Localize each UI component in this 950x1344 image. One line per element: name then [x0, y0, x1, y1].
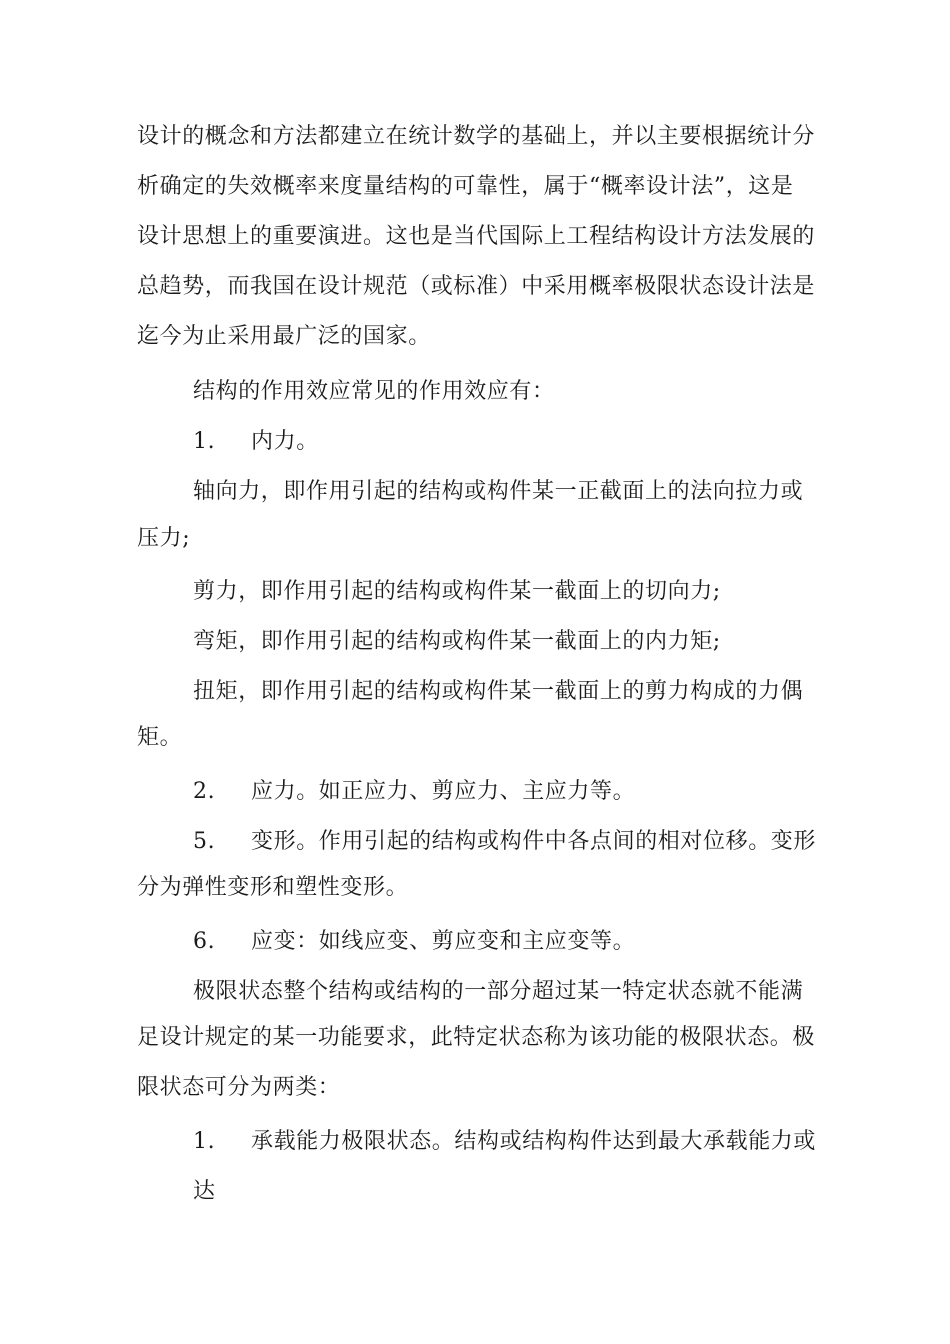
numbered-item	[193, 1127, 816, 1157]
item-text: 内力。	[251, 429, 319, 454]
paragraph-line: 迄今为止采用最广泛的国家。	[137, 324, 431, 349]
paragraph-line: 轴向力，即作用引起的结构或构件某一正截面上的法向拉力或	[193, 479, 804, 504]
paragraph-line: 结构的作用效应常见的作用效应有：	[193, 379, 555, 404]
paragraph-line: 达	[193, 1179, 216, 1204]
item-number: 6.	[193, 929, 216, 954]
numbered-item	[193, 827, 816, 857]
item-number: 1.	[193, 429, 216, 454]
item-text: 变形。作用引起的结构或构件中各点间的相对位移。变形	[251, 829, 817, 854]
item-text: 应力。如正应力、剪应力、主应力等。	[251, 779, 636, 804]
item-text: 承载能力极限状态。结构或结构构件达到最大承载能力或	[251, 1129, 817, 1154]
paragraph-line: 析确定的失效概率来度量结构的可靠性，属于“概率设计法”，这是	[137, 174, 794, 199]
paragraph-line: 弯矩，即作用引起的结构或构件某一截面上的内力矩;	[193, 629, 721, 654]
numbered-item	[193, 777, 635, 807]
paragraph-line: 分为弹性变形和塑性变形。	[137, 875, 409, 900]
paragraph-line: 足设计规定的某一功能要求，此特定状态称为该功能的极限状态。极	[137, 1025, 816, 1050]
paragraph-line: 压力;	[137, 526, 191, 551]
paragraph-line: 矩。	[137, 725, 183, 750]
numbered-item	[193, 427, 319, 457]
item-number: 2.	[193, 779, 216, 804]
item-text: 应变：如线应变、剪应变和主应变等。	[251, 929, 636, 954]
paragraph-line: 设计的概念和方法都建立在统计数学的基础上，并以主要根据统计分	[137, 124, 816, 149]
paragraph-line: 剪力，即作用引起的结构或构件某一截面上的切向力;	[193, 579, 721, 604]
paragraph-line: 限状态可分为两类：	[137, 1075, 341, 1100]
numbered-item	[193, 927, 635, 957]
item-number: 5.	[193, 829, 216, 854]
item-number: 1.	[193, 1129, 216, 1154]
paragraph-line: 设计思想上的重要演进。这也是当代国际上工程结构设计方法发展的	[137, 224, 816, 249]
paragraph-line: 总趋势，而我国在设计规范（或标准）中采用概率极限状态设计法是	[137, 274, 816, 299]
paragraph-line: 极限状态整个结构或结构的一部分超过某一特定状态就不能满	[193, 979, 804, 1004]
paragraph-line: 扭矩，即作用引起的结构或构件某一截面上的剪力构成的力偶	[193, 679, 804, 704]
